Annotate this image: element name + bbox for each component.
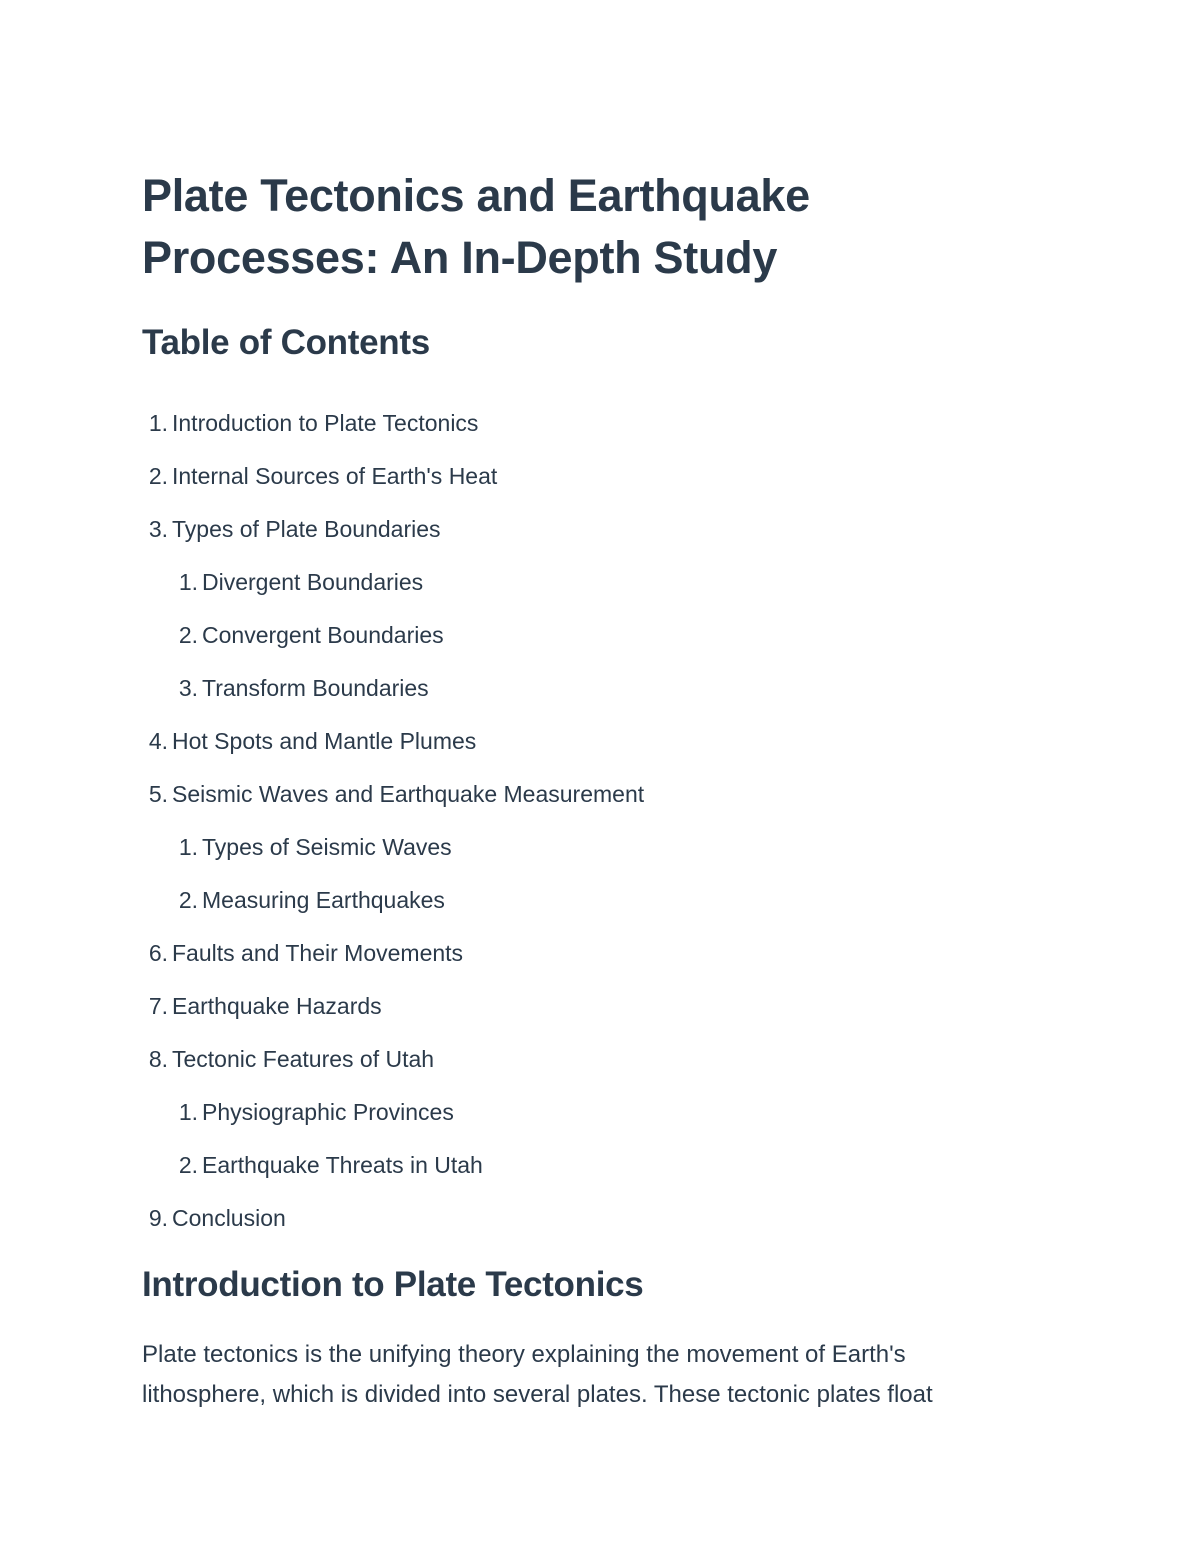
- toc-item[interactable]: 1. Introduction to Plate Tectonics: [148, 410, 479, 436]
- intro-line-2: lithosphere, which is divided into several plates. These tectonic plates float: [142, 1381, 933, 1408]
- toc-subitem[interactable]: 1. Physiographic Provinces: [178, 1099, 454, 1125]
- toc-item[interactable]: 8. Tectonic Features of Utah: [148, 1046, 435, 1072]
- intro-paragraph: [142, 1335, 1082, 1415]
- intro-line-1: Plate tectonics is the unifying theory explaining the movement of Earth's: [142, 1341, 906, 1368]
- toc-subitem[interactable]: 2. Measuring Earthquakes: [178, 887, 445, 913]
- title-line-1: Plate Tectonics and Earthquake: [142, 170, 810, 221]
- toc-subitem[interactable]: 2. Convergent Boundaries: [178, 622, 444, 648]
- toc-item[interactable]: 2. Internal Sources of Earth's Heat: [148, 463, 498, 489]
- toc-heading: Table of Contents: [142, 323, 430, 362]
- document-page: [142, 165, 1082, 1415]
- toc-item[interactable]: 7. Earthquake Hazards: [148, 993, 382, 1019]
- document-title: [142, 165, 1082, 289]
- title-line-2: Processes: An In-Depth Study: [142, 232, 778, 283]
- section-heading-introduction: Introduction to Plate Tectonics: [142, 1265, 644, 1304]
- toc-item[interactable]: 5. Seismic Waves and Earthquake Measurement: [148, 781, 645, 807]
- toc-item[interactable]: 6. Faults and Their Movements: [148, 940, 464, 966]
- toc-subitem[interactable]: 2. Earthquake Threats in Utah: [178, 1152, 483, 1178]
- toc-item[interactable]: 3. Types of Plate Boundaries: [148, 516, 441, 542]
- toc-item[interactable]: 9. Conclusion: [148, 1205, 286, 1231]
- toc-item[interactable]: 4. Hot Spots and Mantle Plumes: [148, 728, 477, 754]
- toc-subitem[interactable]: 1. Divergent Boundaries: [178, 569, 424, 595]
- toc-subitem[interactable]: 1. Types of Seismic Waves: [178, 834, 452, 860]
- table-of-contents: [142, 397, 1082, 1245]
- toc-subitem[interactable]: 3. Transform Boundaries: [178, 675, 429, 701]
